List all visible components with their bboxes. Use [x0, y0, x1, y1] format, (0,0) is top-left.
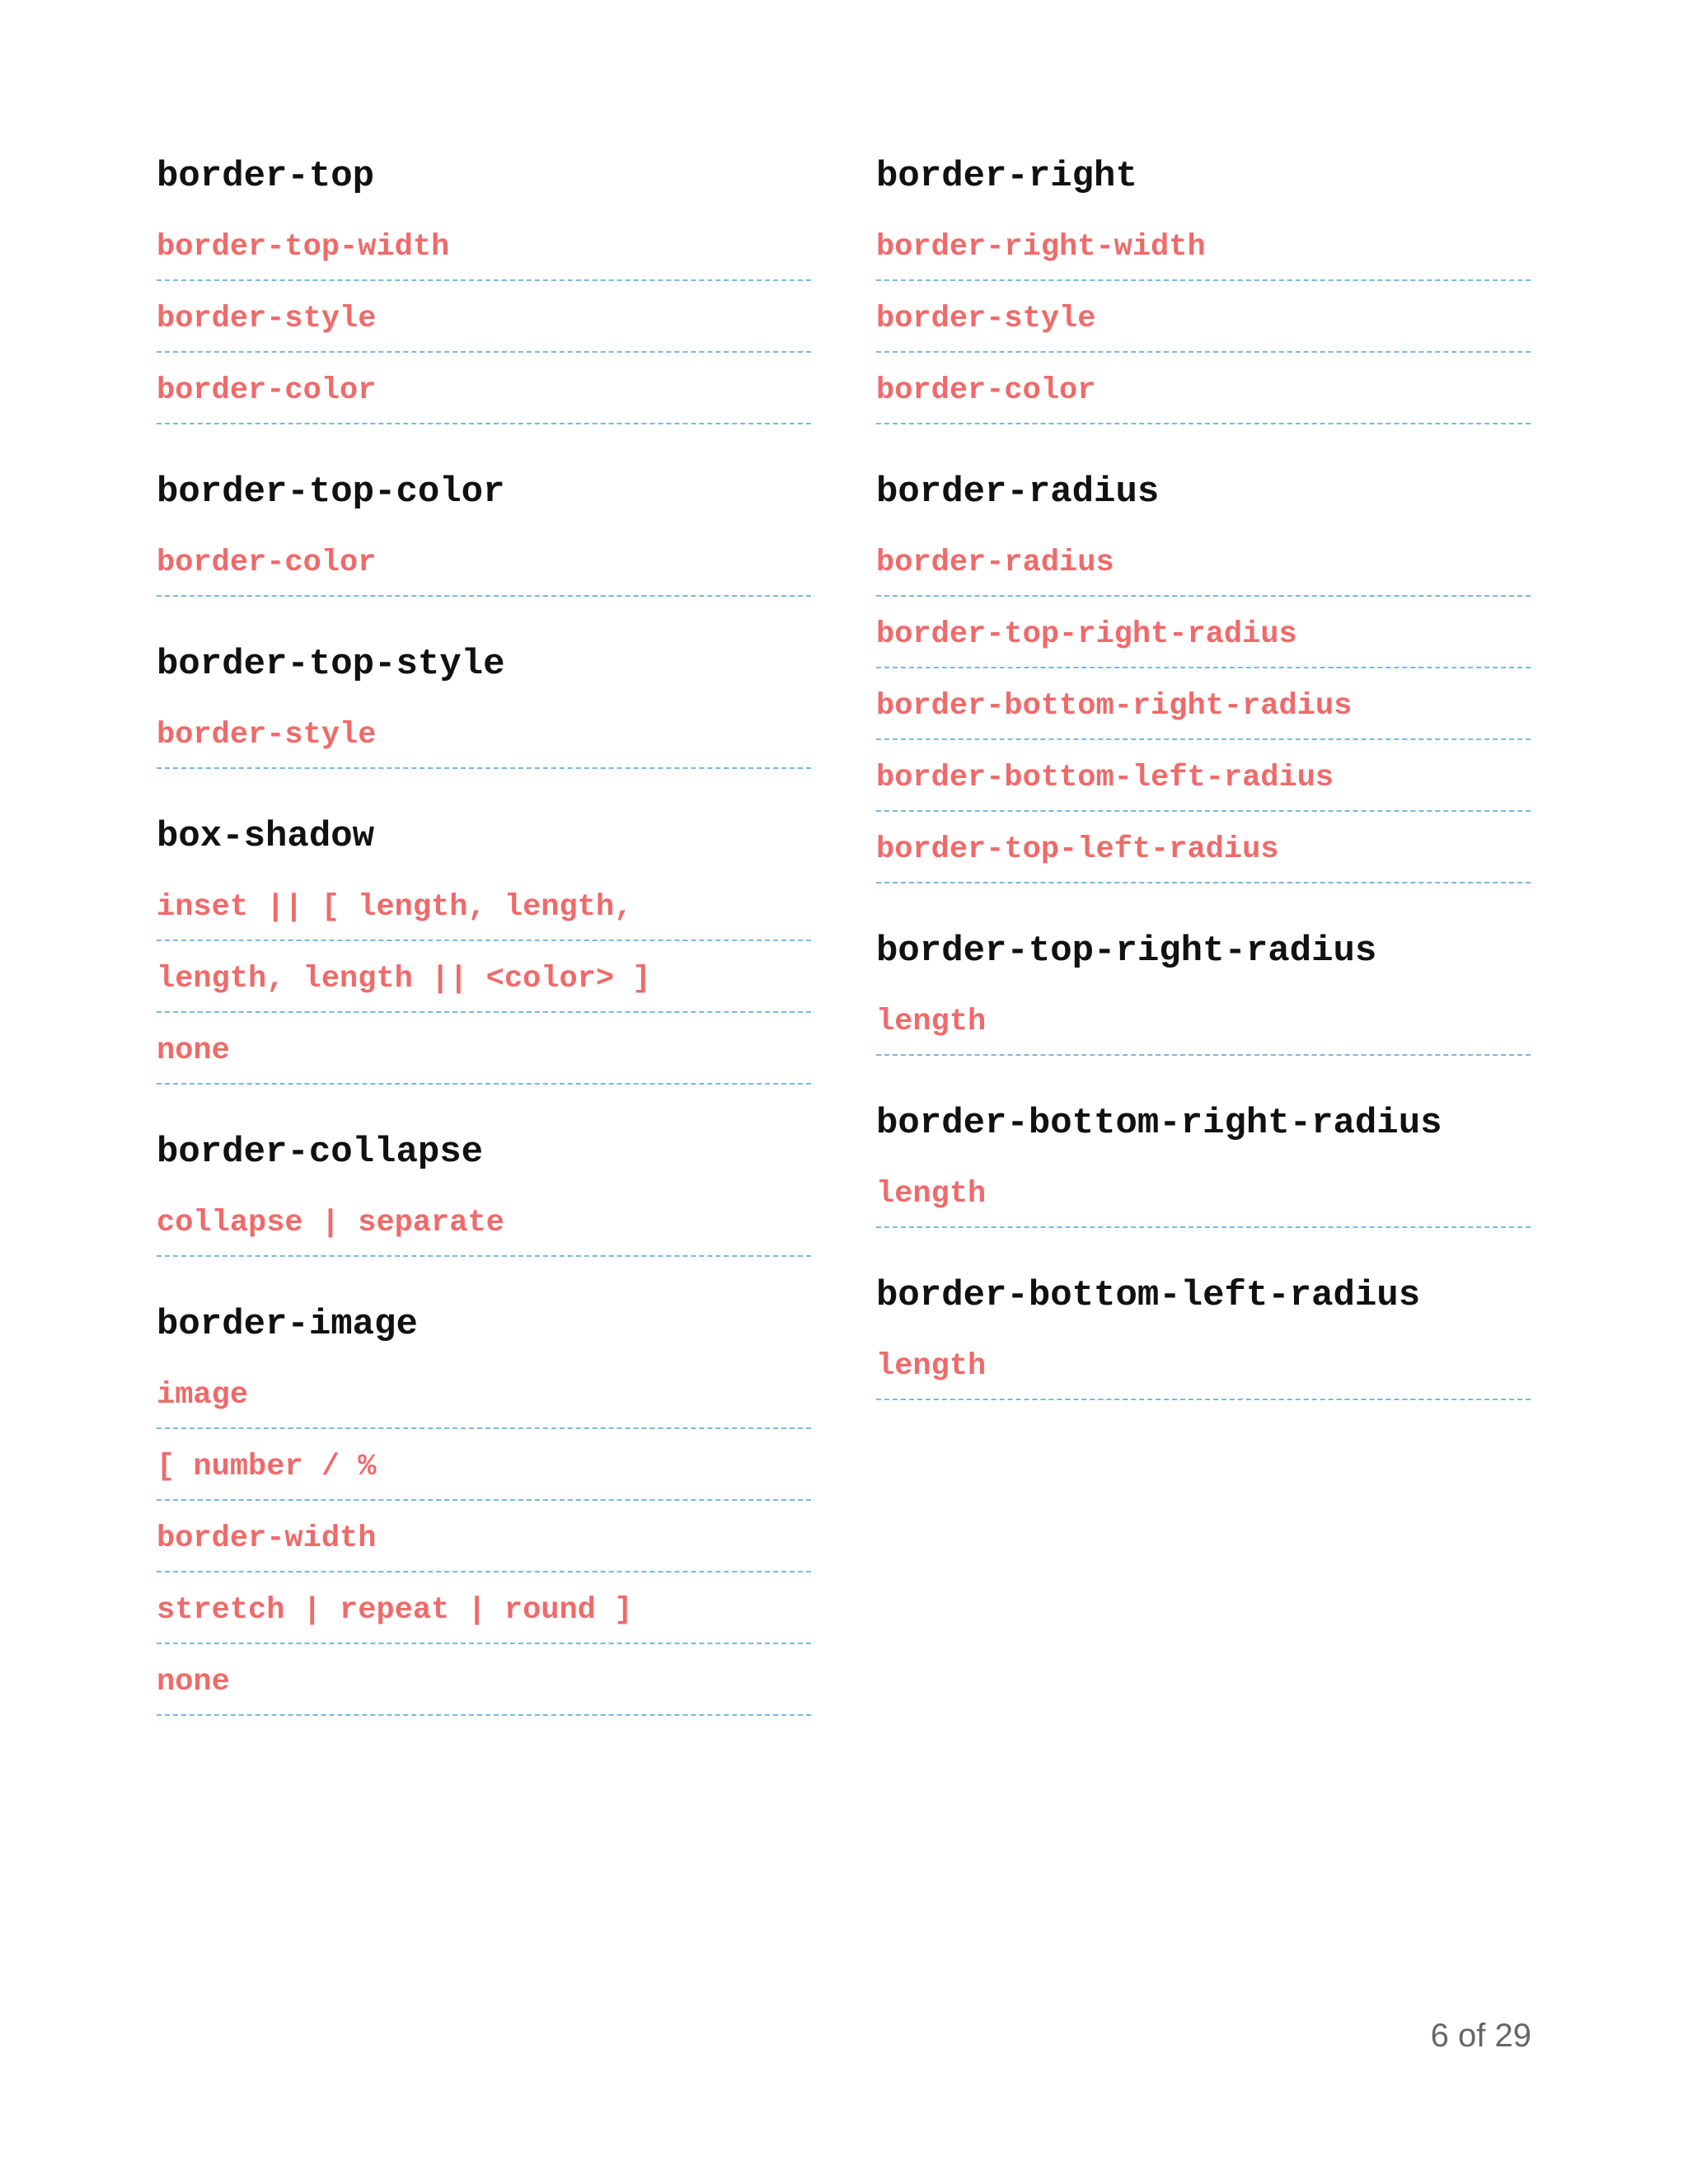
value-row — [876, 353, 1531, 424]
property-value: stretch | repeat | round ] — [157, 1592, 633, 1628]
value-row — [157, 209, 811, 281]
property-value: border-top-right-radius — [876, 616, 1297, 652]
value-list — [876, 1156, 1531, 1228]
property-value: border-style — [876, 301, 1096, 336]
value-list — [157, 1185, 811, 1257]
value-row — [876, 1156, 1531, 1228]
property-section — [876, 1269, 1531, 1400]
property-section — [157, 1126, 811, 1257]
property-title: border-top-color — [157, 471, 505, 513]
property-value: border-bottom-right-radius — [876, 688, 1353, 724]
property-value: none — [157, 1033, 230, 1068]
property-value: border-color — [157, 373, 377, 408]
value-list — [876, 1329, 1531, 1400]
property-value: border-style — [157, 717, 377, 752]
property-title: border-bottom-right-radius — [876, 1103, 1442, 1144]
value-list — [157, 697, 811, 769]
property-title: border-right — [876, 156, 1137, 197]
value-row — [157, 1572, 811, 1644]
property-title: border-collapse — [157, 1132, 484, 1173]
property-value: border-color — [876, 373, 1096, 408]
property-value: none — [157, 1664, 230, 1699]
property-value: length — [876, 1348, 987, 1384]
property-value: image — [157, 1377, 249, 1413]
property-value: length, length || <color> ] — [157, 961, 651, 996]
property-section — [876, 1097, 1531, 1228]
property-section — [157, 638, 811, 769]
value-list — [157, 209, 811, 424]
property-value: border-style — [157, 301, 377, 336]
value-row — [157, 525, 811, 597]
property-title: border-bottom-left-radius — [876, 1275, 1421, 1316]
property-value: border-radius — [876, 545, 1114, 580]
value-row — [157, 1429, 811, 1501]
property-section — [157, 466, 811, 597]
property-value: collapse | separate — [157, 1205, 504, 1240]
right-column — [876, 150, 1531, 1441]
property-section — [876, 925, 1531, 1056]
value-row — [876, 668, 1531, 740]
value-list — [876, 209, 1531, 424]
value-list — [876, 984, 1531, 1056]
value-row — [876, 1329, 1531, 1400]
property-section — [876, 466, 1531, 883]
value-list — [157, 869, 811, 1085]
property-value: border-color — [157, 545, 377, 580]
property-value: border-width — [157, 1521, 377, 1556]
value-row — [876, 281, 1531, 353]
property-value: length — [876, 1176, 987, 1212]
property-title: box-shadow — [157, 816, 375, 857]
value-row — [876, 597, 1531, 668]
property-value: border-top-width — [157, 229, 450, 265]
property-section — [157, 1298, 811, 1716]
value-row — [876, 740, 1531, 812]
property-value: border-right-width — [876, 229, 1206, 265]
property-section — [876, 150, 1531, 424]
property-value: inset || [ length, length, — [157, 889, 633, 925]
value-row — [157, 941, 811, 1013]
property-title: border-image — [157, 1304, 418, 1345]
property-section — [157, 810, 811, 1085]
property-title: border-top — [157, 156, 375, 197]
value-row — [157, 869, 811, 941]
property-title: border-top-right-radius — [876, 930, 1377, 972]
value-row — [157, 1013, 811, 1085]
value-row — [157, 353, 811, 424]
value-row — [157, 281, 811, 353]
value-list — [876, 525, 1531, 883]
left-column — [157, 150, 811, 1757]
property-value: [ number / % — [157, 1449, 377, 1484]
value-list — [157, 525, 811, 597]
value-row — [157, 1501, 811, 1572]
value-row — [876, 209, 1531, 281]
page-number: 6 of 29 — [1430, 2018, 1531, 2054]
property-value: border-top-left-radius — [876, 832, 1279, 867]
property-title: border-top-style — [157, 644, 505, 685]
value-row — [157, 1357, 811, 1429]
value-row — [157, 1644, 811, 1716]
property-title: border-radius — [876, 471, 1160, 513]
value-row — [157, 1185, 811, 1257]
value-row — [876, 984, 1531, 1056]
value-row — [157, 697, 811, 769]
property-value: length — [876, 1004, 987, 1039]
value-row — [876, 812, 1531, 883]
property-value: border-bottom-left-radius — [876, 760, 1334, 795]
property-section — [157, 150, 811, 424]
value-row — [876, 525, 1531, 597]
value-list — [157, 1357, 811, 1716]
